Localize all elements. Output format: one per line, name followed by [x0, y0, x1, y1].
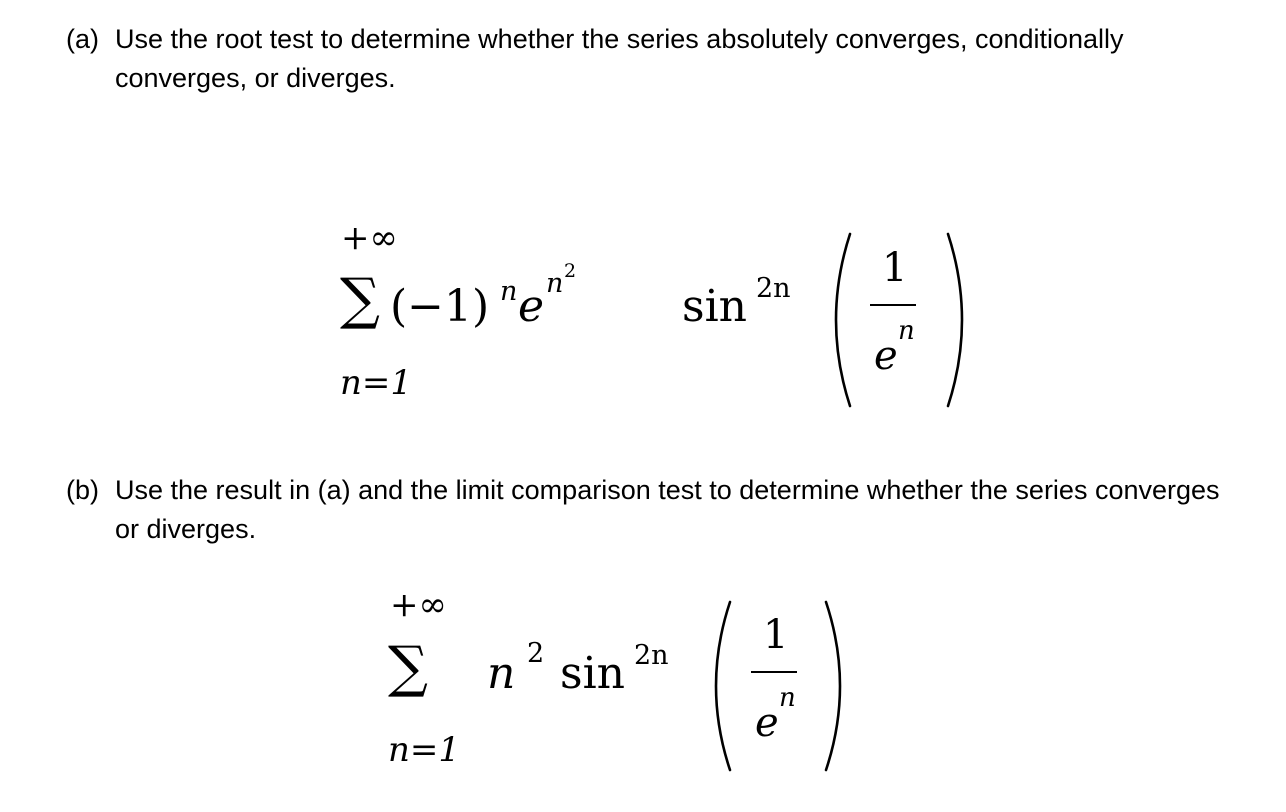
series-b-fraction-bar: [751, 670, 797, 674]
series-b-sigma: ∑: [388, 635, 428, 700]
series-a-sin-function: sin: [682, 281, 747, 332]
series-a-sin-exponent: 2n: [756, 273, 791, 304]
series-a-numerator: 1: [882, 245, 908, 291]
series-b-upper-limit: +∞: [390, 585, 447, 625]
series-b-lower-limit: n=1: [388, 730, 461, 770]
series-b-numerator: 1: [763, 612, 789, 658]
series-b-denominator-base: e: [755, 700, 779, 746]
series-a-denominator-exponent: n: [898, 316, 915, 346]
series-a-sign-term: (−1): [390, 281, 490, 332]
question-a-label: (a): [66, 24, 99, 54]
series-a-sigma: ∑: [340, 267, 380, 332]
question-b-label: (b): [66, 475, 99, 505]
series-b-sin-function: sin: [560, 648, 625, 699]
series-a-sign-exponent: n: [500, 276, 518, 307]
series-b-denominator-exponent: n: [779, 683, 796, 713]
series-b-sin-exponent: 2n: [634, 640, 669, 671]
series-b-right-paren: [822, 598, 858, 774]
series-a-lower-limit: n=1: [340, 363, 413, 403]
series-b-poly-base: n: [487, 648, 516, 699]
series-a-denominator-base: e: [874, 333, 898, 379]
question-a-text: Use the root test to determine whether the series absolutely converges, conditionally converges, or diverges.: [115, 24, 1124, 93]
series-a-exp-exponent: n: [546, 268, 564, 299]
series-a-exp-exponent-square: 2: [564, 260, 577, 282]
series-b-left-paren: [698, 598, 734, 774]
series-a-upper-limit: +∞: [341, 218, 398, 258]
series-a-exp-base: e: [518, 281, 545, 332]
question-b-text: Use the result in (a) and the limit comparison test to determine whether the series converges or diverges.: [115, 475, 1220, 544]
series-b-poly-exponent: 2: [527, 638, 545, 669]
